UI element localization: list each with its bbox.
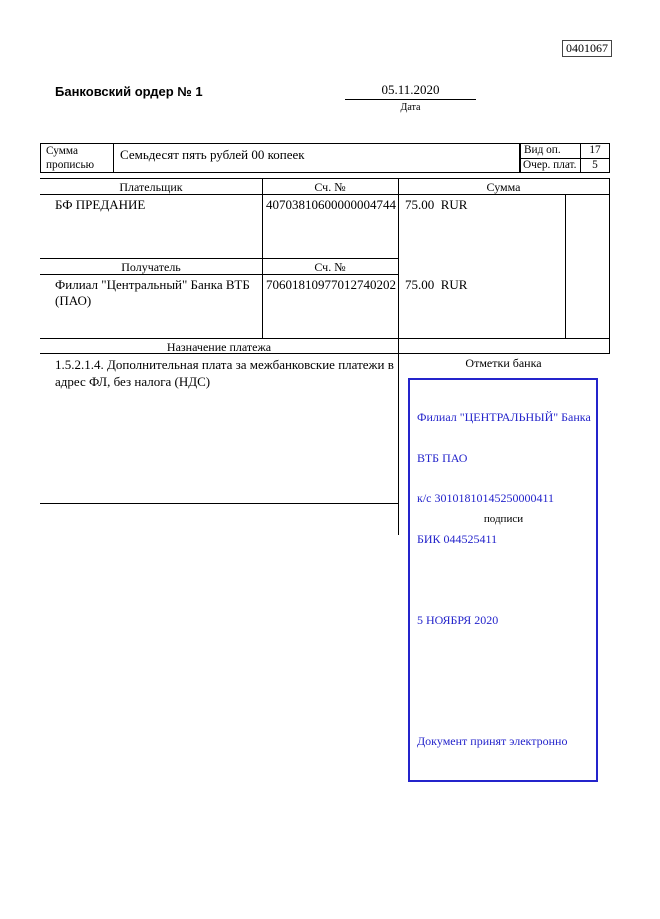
op-type-label: Вид оп.	[524, 144, 561, 156]
date-label: Дата	[400, 102, 421, 113]
bank-stamp	[408, 378, 598, 782]
amount-words-divider	[113, 143, 114, 173]
payer-amount: 75.00 RUR	[405, 197, 468, 212]
stamp-line: к/с 30101810145250000411	[417, 491, 555, 505]
stamp-line	[417, 695, 589, 709]
rule-header-top	[40, 178, 610, 179]
rule-table-right-edge	[609, 178, 610, 353]
rule-recipient-top	[40, 258, 398, 259]
stamp-line: ВТБ ПАО	[417, 450, 468, 465]
signatures-label: подписи	[483, 513, 524, 525]
recipient-account-column-header: Сч. №	[314, 260, 346, 274]
amount-words-label: Сумма прописью	[46, 145, 95, 171]
stamp-line: Документ принят электронно	[417, 734, 568, 748]
op-type-value: 17	[589, 144, 601, 156]
stamp-line	[417, 573, 589, 587]
purpose-header: Назначение платежа	[166, 340, 272, 354]
stamp-line: Филиал "ЦЕНТРАЛЬНЫЙ" Банка	[417, 410, 591, 424]
purpose-text: 1.5.2.1.4. Дополнительная плата за межбанковские платежи в адрес ФЛ, без налога (НДС)	[55, 357, 394, 389]
amount-words-value: Семьдесят пять рублей 00 копеек	[120, 147, 305, 162]
stamp-line	[417, 654, 589, 668]
stamp-line: БИК 044525411	[417, 531, 498, 546]
amount-column-header: Сумма	[486, 180, 521, 194]
rule-purpose-cell-bottom	[40, 503, 398, 504]
rule-col-account-left	[262, 178, 263, 338]
form-code: 0401067	[562, 40, 612, 57]
date-underline	[345, 99, 476, 100]
priority-label: Очер. плат.	[523, 159, 577, 171]
stamp-line: 5 НОЯБРЯ 2020	[417, 612, 499, 627]
payer-account-column-header: Сч. №	[314, 180, 346, 194]
bank-marks-header: Отметки банка	[465, 356, 542, 370]
recipient-amount: 75.00 RUR	[405, 277, 468, 292]
rule-purpose-top	[40, 338, 610, 339]
payer-name: БФ ПРЕДАНИЕ	[55, 197, 146, 212]
priority-value: 5	[592, 159, 598, 171]
payer-account: 40703810600000004744	[266, 197, 396, 212]
date-value: 05.11.2020	[381, 82, 440, 97]
document-title: Банковский ордер № 1	[55, 84, 203, 99]
recipient-name: Филиал "Центральный" Банка ВТБ (ПАО)	[55, 277, 250, 308]
rule-col-amount-inner	[565, 194, 566, 338]
payer-column-header: Плательщик	[119, 180, 183, 194]
recipient-account: 70601810977012740202	[266, 277, 396, 292]
recipient-column-header: Получатель	[121, 260, 181, 274]
